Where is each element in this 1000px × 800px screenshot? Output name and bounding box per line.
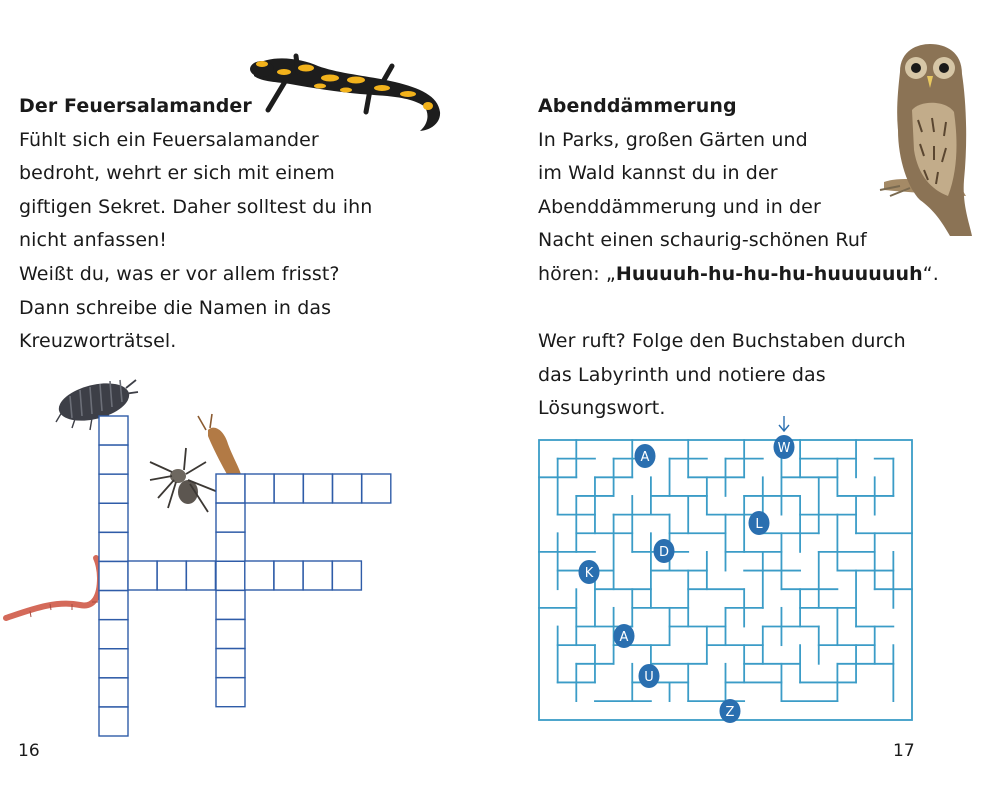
crossword-cell[interactable] bbox=[303, 561, 332, 590]
maze-letter-badge bbox=[654, 539, 675, 563]
crossword-cell[interactable] bbox=[186, 561, 215, 590]
maze bbox=[539, 416, 912, 723]
crossword-cell[interactable] bbox=[216, 678, 245, 707]
left-line: giftigen Sekret. Daher solltest du ihn bbox=[19, 195, 373, 218]
crossword-cell[interactable] bbox=[274, 474, 303, 503]
crossword-cell[interactable] bbox=[99, 591, 128, 620]
earthworm-illustration bbox=[6, 558, 100, 618]
crossword-cell[interactable] bbox=[99, 649, 128, 678]
tawny-owl-illustration bbox=[880, 44, 972, 236]
crossword-cell[interactable] bbox=[216, 474, 245, 503]
crossword-cell[interactable] bbox=[99, 445, 128, 474]
crossword-cell[interactable] bbox=[274, 561, 303, 590]
crossword-cell[interactable] bbox=[157, 561, 186, 590]
maze-letter: K bbox=[584, 566, 594, 581]
maze-letter: U bbox=[644, 670, 654, 685]
maze-letter: W bbox=[777, 441, 791, 456]
maze-letter-badge bbox=[579, 560, 600, 584]
crossword-cell[interactable] bbox=[332, 561, 361, 590]
right-line: In Parks, großen Gärten und bbox=[538, 128, 808, 151]
crossword-cell[interactable] bbox=[216, 503, 245, 532]
spider-illustration bbox=[150, 448, 218, 512]
crossword-cell[interactable] bbox=[303, 474, 332, 503]
right-heading: Abenddämmerung bbox=[538, 95, 737, 117]
maze-letter: A bbox=[619, 630, 629, 645]
owl-call: Huuuuh-hu-hu-hu-huuuuuuh bbox=[615, 262, 923, 285]
crossword-cell[interactable] bbox=[99, 532, 128, 561]
slug-illustration bbox=[198, 414, 242, 483]
crossword-cell[interactable] bbox=[216, 590, 245, 619]
crossword-cell[interactable] bbox=[99, 503, 128, 532]
crossword-cell[interactable] bbox=[362, 474, 391, 503]
question-line: Wer ruft? Folge den Buchstaben durch bbox=[538, 330, 906, 353]
crossword-cell[interactable] bbox=[245, 474, 274, 503]
crossword-cell[interactable] bbox=[99, 562, 128, 591]
right-line: Abenddämmerung und in der bbox=[538, 195, 821, 218]
fire-salamander-illustration bbox=[250, 56, 440, 131]
maze-letter: Z bbox=[725, 705, 735, 720]
maze-letter: L bbox=[755, 517, 763, 532]
right-line: Nacht einen schaurig-schönen Ruf bbox=[538, 229, 867, 252]
crossword-cell[interactable] bbox=[216, 561, 245, 590]
page-number-left: 16 bbox=[18, 741, 40, 761]
crossword-cell[interactable] bbox=[99, 620, 128, 649]
left-line: nicht anfassen! bbox=[19, 229, 167, 252]
crossword-cell[interactable] bbox=[245, 561, 274, 590]
left-line: bedroht, wehrt er sich mit einem bbox=[19, 162, 335, 185]
maze-letter-badge bbox=[639, 664, 660, 688]
question-line: das Labyrinth und notiere das bbox=[538, 363, 826, 386]
maze-letter-badge bbox=[635, 444, 656, 468]
crossword-cell[interactable] bbox=[216, 649, 245, 678]
maze-entry-arrow bbox=[779, 416, 789, 431]
maze-letter-badge bbox=[720, 699, 741, 723]
call-prefix: hören: „ bbox=[538, 262, 616, 285]
maze-letter-badge bbox=[774, 435, 795, 459]
crossword-cell[interactable] bbox=[99, 474, 128, 503]
crossword-cell[interactable] bbox=[216, 532, 245, 561]
page-number-right: 17 bbox=[893, 741, 915, 761]
left-line: Dann schreibe die Namen in das bbox=[19, 296, 332, 319]
crossword-cell[interactable] bbox=[99, 416, 128, 445]
call-suffix: “. bbox=[922, 262, 939, 285]
left-heading: Der Feuersalamander bbox=[19, 95, 252, 117]
crossword-cell[interactable] bbox=[333, 474, 362, 503]
left-line: Weißt du, was er vor allem frisst? bbox=[19, 262, 340, 285]
left-line: Kreuzworträtsel. bbox=[19, 330, 177, 353]
crossword-cell[interactable] bbox=[99, 678, 128, 707]
crossword-cell[interactable] bbox=[216, 620, 245, 649]
right-line: im Wald kannst du in der bbox=[538, 162, 778, 185]
crossword-grid bbox=[99, 416, 391, 736]
left-line: Fühlt sich ein Feuersalamander bbox=[19, 128, 319, 151]
maze-letter: A bbox=[640, 450, 650, 465]
question-line: Lösungswort. bbox=[538, 397, 666, 420]
maze-letter: D bbox=[658, 545, 670, 560]
maze-letter-badge bbox=[614, 624, 635, 648]
maze-letter-badge bbox=[749, 511, 770, 535]
crossword-cell[interactable] bbox=[99, 707, 128, 736]
crossword-cell[interactable] bbox=[128, 561, 157, 590]
